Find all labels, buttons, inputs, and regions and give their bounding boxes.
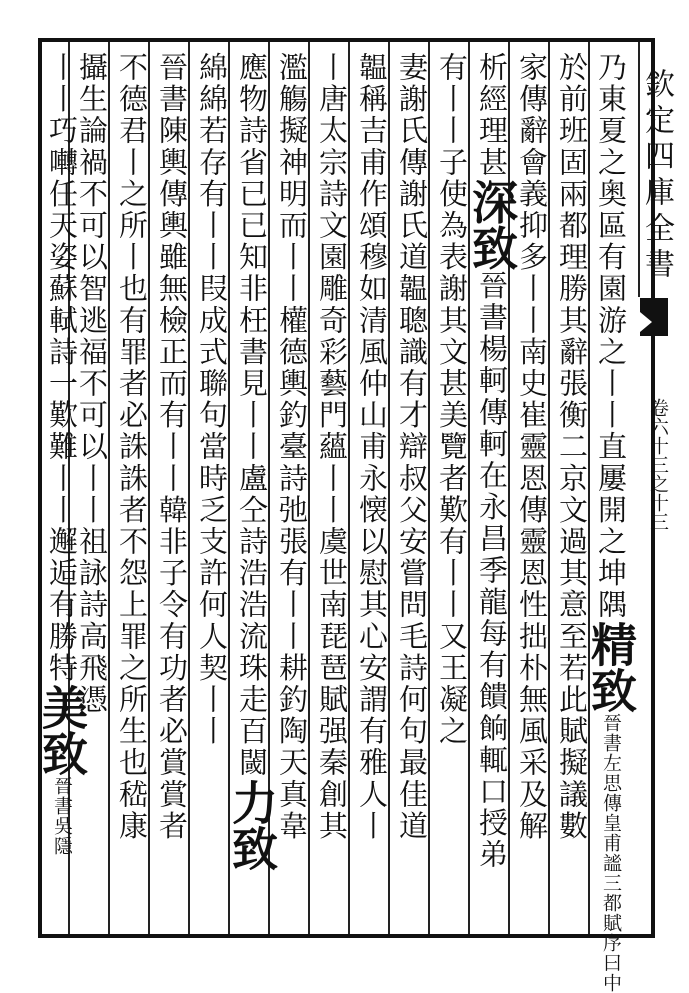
text-column (314, 52, 350, 927)
text-column (584, 52, 638, 993)
text-column (434, 52, 470, 927)
column-text: 應物詩省已已知非枉書見丨丨盧仝詩浩浩流珠走百閾 (235, 52, 269, 779)
text-column (554, 52, 590, 927)
text-column (514, 52, 550, 927)
text-column (154, 52, 190, 927)
column-text: 不德君丨之所丨也有罪者必誅誅者不怨上罪之所生也嵇康 (115, 52, 149, 842)
entry-heading: 深致 (465, 178, 519, 271)
column-text: 綿綿若存有丨丨叚成式聯句當時乏支許何人契丨丨 (195, 52, 229, 748)
column-text: 韞稱吉甫作頌穆如清風仲山甫永懐以慰其心安謂有雅人丨 (355, 52, 389, 842)
text-column (274, 52, 310, 927)
column-text: 析經理甚 (475, 52, 509, 179)
volume-label: 卷六十三之十三 (647, 398, 669, 531)
column-text: 丨唐太宗詩文園雕奇彩藝門蘊丨丨虞世南琵琶賦强秦創其 (315, 52, 349, 842)
source-note: 晉書左思傳皇甫謐三都賦序曰中 (600, 712, 622, 993)
column-text: 子使為表謝其文甚美覽者歎有丨丨又王凝之 (435, 146, 469, 748)
entry-heading: 力致 (225, 778, 279, 871)
text-column (35, 52, 89, 927)
text-column (354, 52, 390, 927)
column-text: 乃東夏之奥區有園游之丨丨直屢開之坤隅 (594, 52, 628, 621)
column-text: 晉書楊軻傳軻在永昌季龍每有饋餉輒口授弟 (475, 270, 509, 871)
text-column (194, 52, 230, 927)
text-column (394, 52, 430, 927)
text-column (114, 52, 150, 927)
column-text: 攝生論禍不可以智逃福不可以丨丨祖詠詩高飛憑 (75, 52, 109, 716)
entry-heading: 美致 (35, 684, 89, 776)
column-text: 濫觴擬神明而丨丨權德輿釣臺詩弛張有丨丨耕釣陶天真韋 (275, 52, 309, 842)
column-text: 於前班固兩都理勝其辭張衡二京文過其意至若此賦擬議數 (555, 52, 589, 842)
entry-heading: 精致 (584, 620, 638, 713)
column-text: 妻謝氏傳謝氏道韞聰識有才辯叔父安嘗問毛詩何句最佳道 (395, 52, 429, 842)
text-column (225, 52, 279, 927)
source-note: 晉書吳隱 (51, 776, 73, 856)
collection-title: 欽定四庫全書 (638, 42, 678, 297)
column-text: 晉書陳輿傳輿雖無檢正而有丨丨韓非子令有功者必賞賞者 (155, 52, 189, 842)
text-column (465, 52, 519, 927)
column-text: 丨丨巧囀任天姿蘇軾詩一歎難丨丨邂逅有勝特 (45, 52, 79, 684)
column-text: 有丨丨 (435, 52, 469, 147)
column-text: 家傳辭會義抑多丨丨南史崔靈恩傳靈恩性拙朴無風采及解 (515, 52, 549, 842)
fishtail-notch (640, 312, 652, 332)
